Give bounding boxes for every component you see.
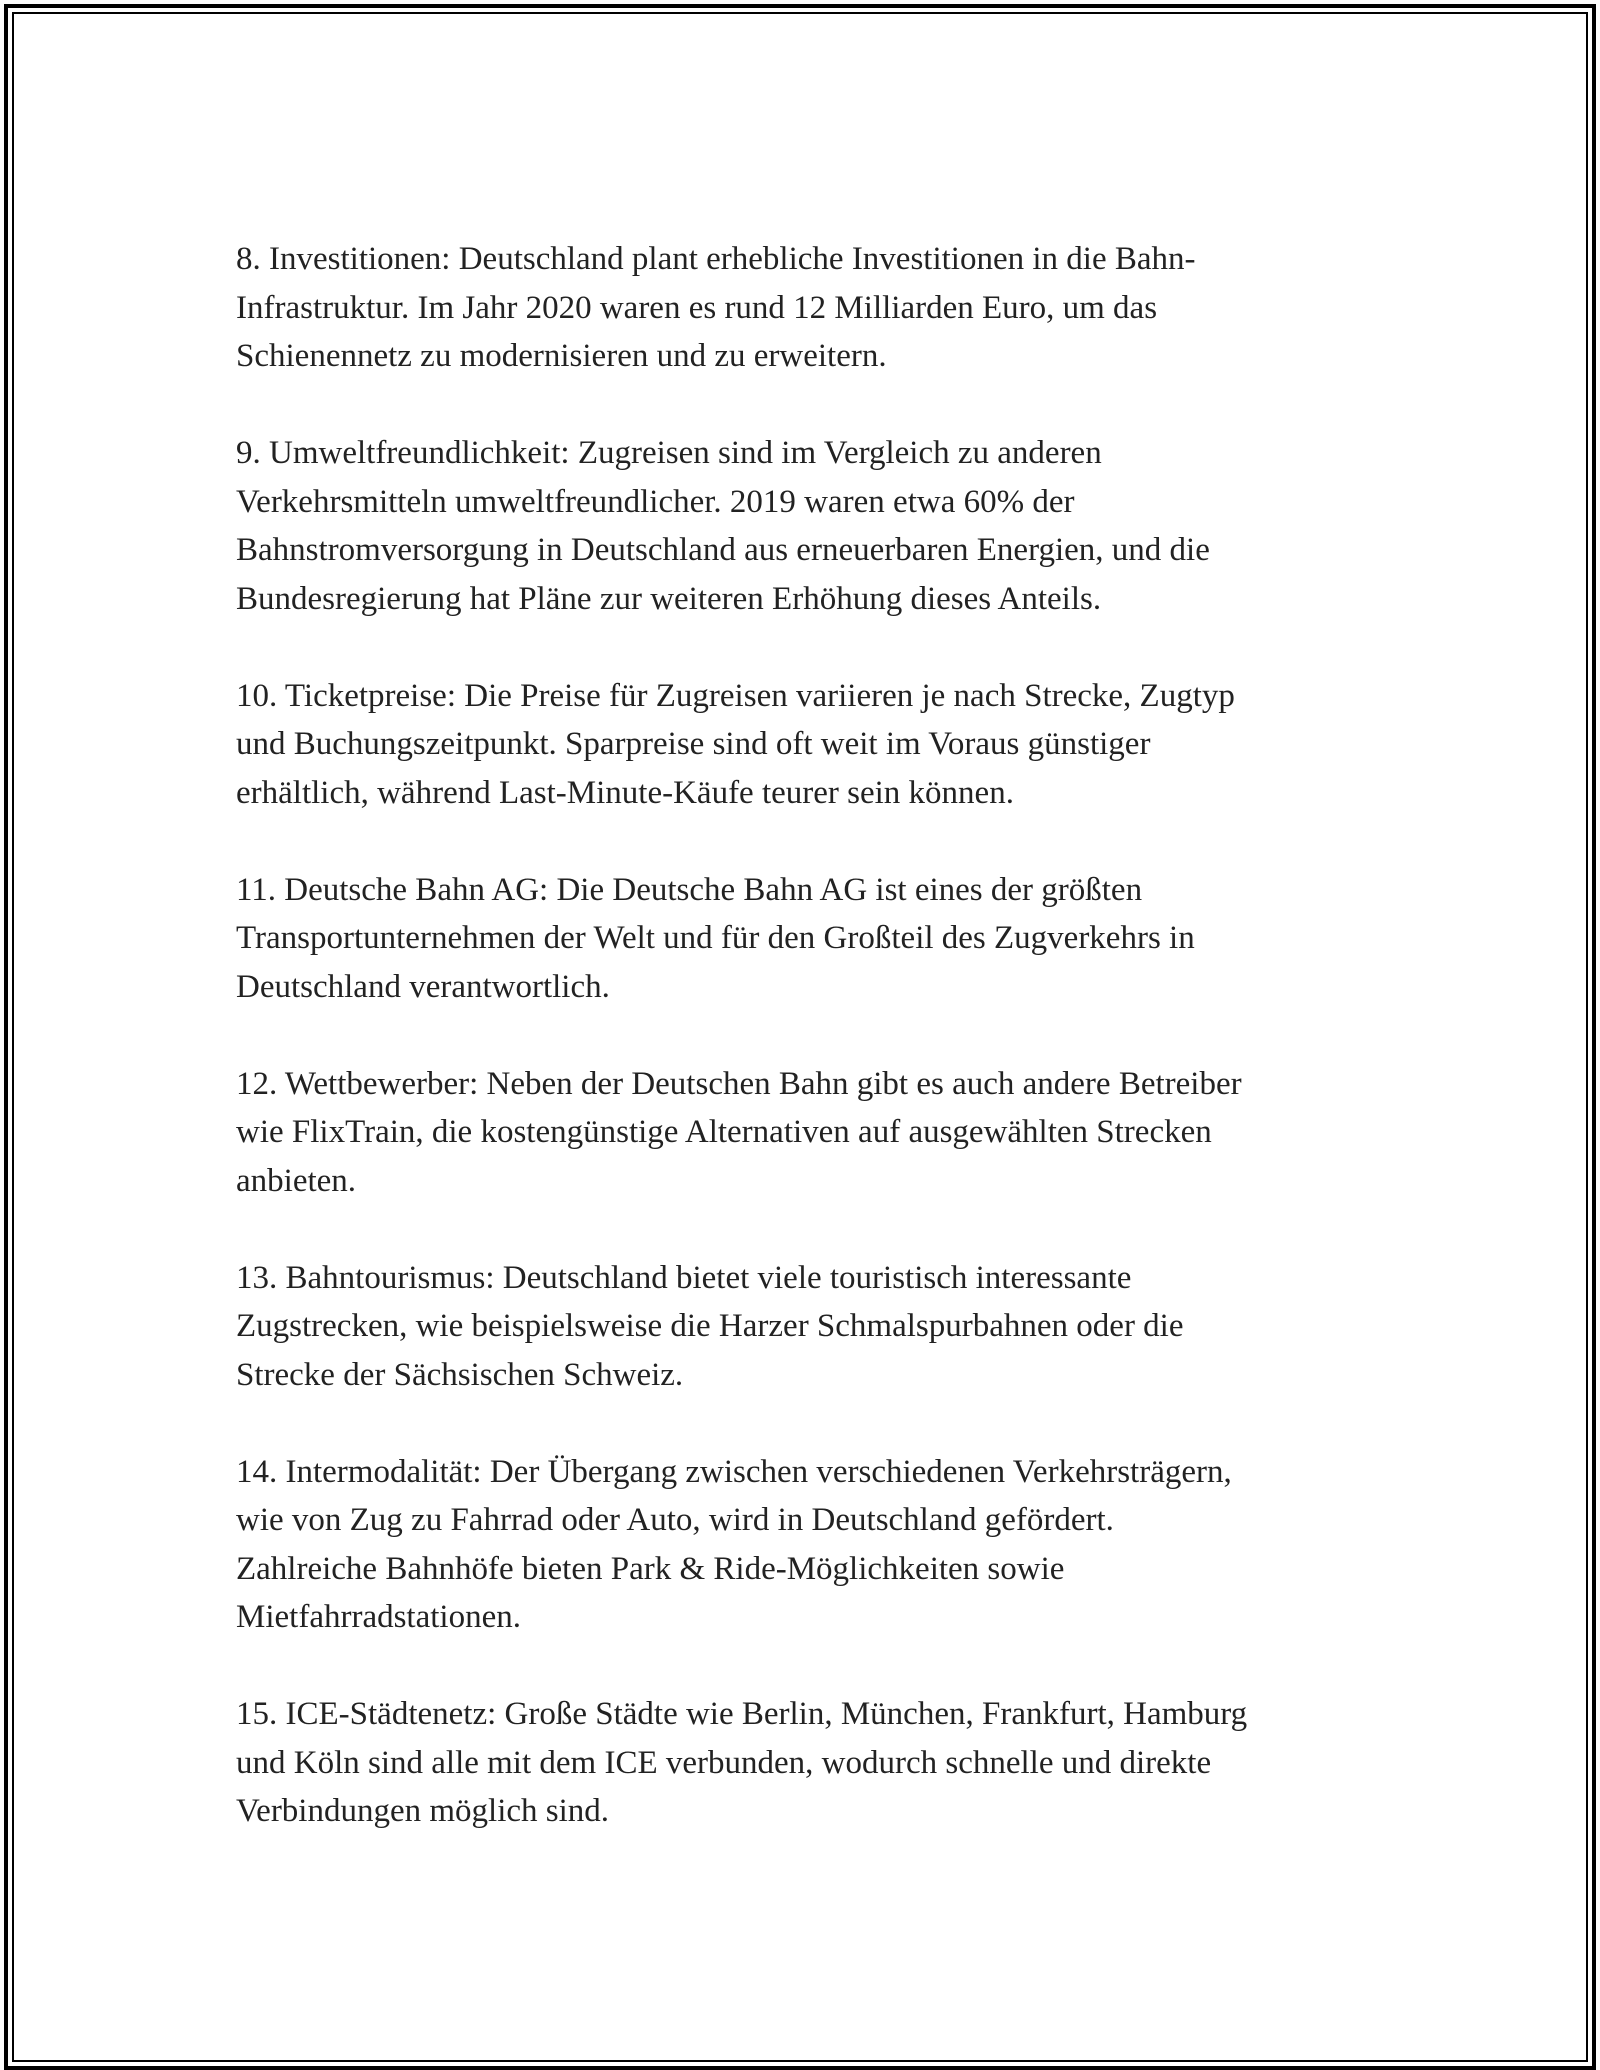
paragraph-ticketpreise: 10. Ticketpreise: Die Preise für Zugreisen variieren je nach Strecke, Zugtyp und Buchungszeitpunkt. Sparpreise sind oft weit im Voraus günstiger erhältlich, während Last-Minute-Käufe teurer sein können. — [236, 677, 1235, 811]
paragraph-deutsche-bahn-ag: 11. Deutsche Bahn AG: Die Deutsche Bahn AG ist eines der größten Transportunternehmen der Welt und für den Großteil des Zugverkehrs in Deutschland verantwortlich. — [236, 871, 1195, 1005]
paragraph-wettbewerber: 12. Wettbewerber: Neben der Deutschen Bahn gibt es auch andere Betreiber wie FlixTrain, die kostengünstige Alternativen auf ausgewählten Strecken anbieten. — [236, 1065, 1242, 1199]
paragraph-bahntourismus: 13. Bahntourismus: Deutschland bietet viele touristisch interessante Zugstrecken, wie beispielsweise die Harzer Schmalspurbahnen oder die Strecke der Sächsischen Schweiz. — [236, 1259, 1184, 1393]
paragraph-umweltfreundlichkeit: 9. Umweltfreundlichkeit: Zugreisen sind im Vergleich zu anderen Verkehrsmitteln umweltfreundlicher. 2019 waren etwa 60% der Bahnstromversorgung in Deutschland aus erneuerbaren Energien, und die Bundesregierung hat Pläne zur weiteren Erhöhung dieses Anteils. — [236, 435, 1210, 617]
document-body — [236, 235, 1386, 1884]
paragraph-investitionen: 8. Investitionen: Deutschland plant erhebliche Investitionen in die Bahn- Infrastruktur. Im Jahr 2020 waren es rund 12 Milliarden Euro, um das Schienennetz zu modernisieren und zu erweitern. — [236, 241, 1196, 374]
paragraph-intermodalitaet: 14. Intermodalität: Der Übergang zwischen verschiedenen Verkehrsträgern, wie von Zug zu Fahrrad oder Auto, wird in Deutschland gefördert. Zahlreiche Bahnhöfe bieten Park & Ride-Möglichkeiten sowie Mietfahrradstationen. — [236, 1453, 1232, 1635]
paragraph-ice-staedtenetz: 15. ICE-Städtenetz: Große Städte wie Berlin, München, Frankfurt, Hamburg und Köln sind alle mit dem ICE verbunden, wodurch schnelle und direkte Verbindungen möglich sind. — [236, 1696, 1248, 1829]
